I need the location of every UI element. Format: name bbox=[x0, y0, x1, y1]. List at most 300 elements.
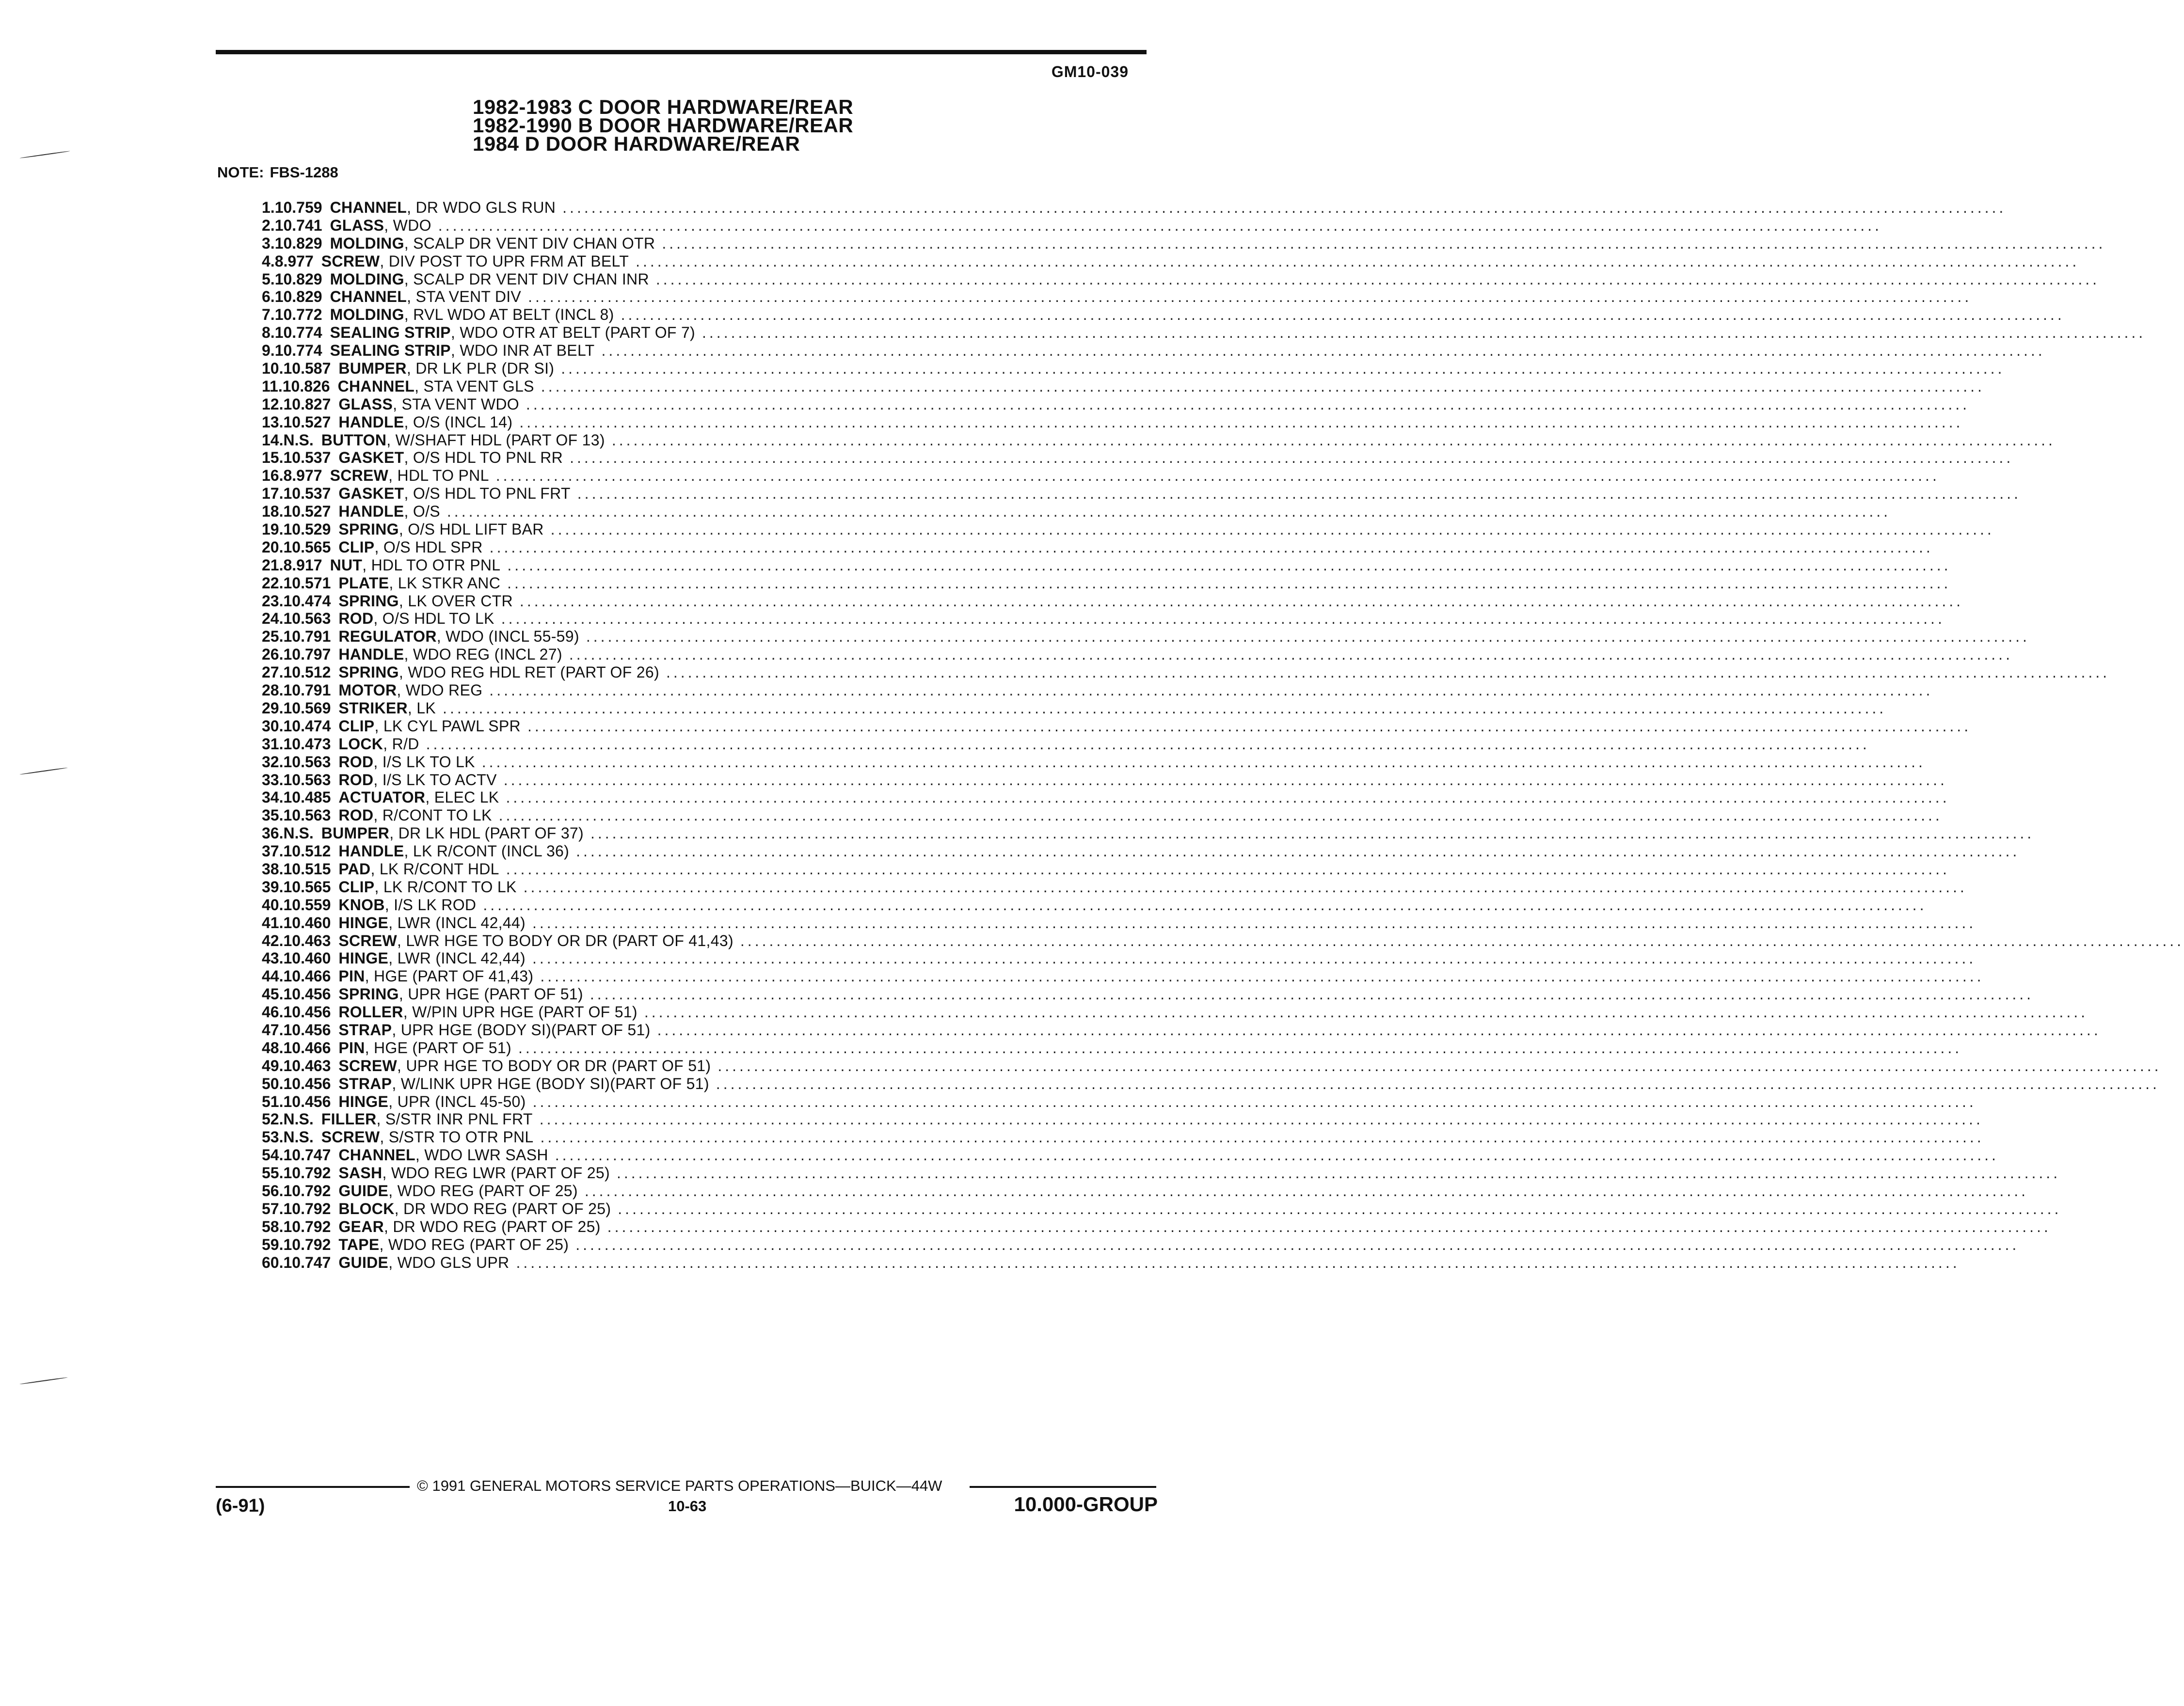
part-group-number: 10.527 bbox=[283, 413, 331, 431]
dot-leader: ........................................................................................................................................................................................................ bbox=[507, 556, 1951, 574]
item-number: 55. bbox=[262, 1164, 284, 1182]
part-description: , S/STR TO OTR PNL bbox=[380, 1128, 534, 1146]
part-description: , LK CYL PAWL SPR bbox=[374, 717, 521, 735]
part-name: STRAP bbox=[338, 1074, 392, 1092]
part-group-number: 10.466 bbox=[283, 967, 331, 985]
item-number: 5. bbox=[262, 270, 275, 288]
list-item bbox=[262, 592, 1964, 610]
part-group-number: 10.456 bbox=[283, 1003, 331, 1021]
list-item bbox=[262, 1110, 1983, 1128]
dot-leader: ........................................................................................................................................................................................................ bbox=[539, 1110, 1983, 1128]
item-number: 46. bbox=[262, 1003, 284, 1021]
dot-leader: ........................................................................................................................................................................................................ bbox=[498, 806, 1943, 824]
dot-leader: ........................................................................................................................................................................................................ bbox=[526, 395, 1970, 413]
part-name: SCREW bbox=[321, 1128, 380, 1146]
list-item bbox=[262, 503, 1891, 521]
part-group-number: 10.460 bbox=[283, 949, 331, 967]
list-item bbox=[262, 1253, 1960, 1272]
dot-leader: ........................................................................................................................................................................................................ bbox=[584, 1182, 2028, 1200]
part-description: , DR WDO GLS RUN bbox=[407, 199, 556, 216]
part-description: , ELEC LK bbox=[425, 789, 499, 806]
list-item bbox=[262, 1217, 2051, 1236]
part-name: HINGE bbox=[338, 1092, 389, 1110]
list-item bbox=[262, 413, 1963, 431]
part-description: , UPR HGE (PART OF 51) bbox=[399, 985, 583, 1003]
part-name: HINGE bbox=[338, 949, 389, 967]
list-item bbox=[262, 699, 1887, 717]
dot-leader: ........................................................................................................................................................................................................ bbox=[489, 538, 1933, 556]
part-name: HANDLE bbox=[338, 413, 404, 431]
part-description: , O/S HDL SPR bbox=[374, 538, 483, 556]
dot-leader: ........................................................................................................................................................................................................ bbox=[540, 967, 1984, 985]
dot-leader: ........................................................................................................................................................................................................ bbox=[503, 771, 1947, 789]
list-item bbox=[262, 771, 1947, 789]
item-number: 53. bbox=[262, 1128, 284, 1146]
part-name: GEAR bbox=[338, 1217, 384, 1235]
part-name: SCREW bbox=[330, 467, 389, 485]
part-name: ROD bbox=[338, 771, 374, 789]
list-item bbox=[262, 574, 1951, 592]
part-name: MOLDING bbox=[330, 234, 404, 252]
dot-leader: ........................................................................................................................................................................................................ bbox=[561, 360, 2005, 378]
dot-leader: ........................................................................................................................................................................................................ bbox=[662, 234, 2106, 252]
item-number: 37. bbox=[262, 842, 284, 860]
footer-group: 10.000-GROUP bbox=[1014, 1493, 1158, 1516]
part-name: GLASS bbox=[338, 395, 393, 413]
part-name: ROD bbox=[338, 806, 374, 824]
item-number: 31. bbox=[262, 735, 284, 753]
list-item bbox=[262, 1164, 2061, 1182]
part-name: MOTOR bbox=[338, 681, 397, 699]
part-description: , STA VENT DIV bbox=[407, 288, 522, 306]
item-number: 12. bbox=[262, 395, 284, 413]
part-description: , WDO bbox=[384, 216, 431, 234]
part-description: , HGE (PART OF 41,43) bbox=[365, 967, 534, 985]
part-name: GASKET bbox=[338, 449, 404, 467]
part-name: SCREW bbox=[338, 932, 397, 949]
dot-leader: ........................................................................................................................................................................................................ bbox=[555, 1146, 1999, 1164]
item-number: 35. bbox=[262, 806, 284, 824]
part-name: CHANNEL bbox=[337, 377, 415, 395]
part-name: TAPE bbox=[338, 1235, 380, 1253]
parts-list bbox=[262, 199, 2184, 1271]
part-name: ROLLER bbox=[338, 1003, 403, 1021]
item-number: 30. bbox=[262, 717, 284, 735]
part-name: NUT bbox=[330, 556, 363, 574]
part-group-number: 10.563 bbox=[283, 771, 331, 789]
item-number: 40. bbox=[262, 896, 284, 914]
item-number: 2. bbox=[262, 216, 275, 234]
part-group-number: 10.463 bbox=[283, 932, 331, 949]
dot-leader: ........................................................................................................................................................................................................ bbox=[618, 1200, 2062, 1217]
dot-leader: ........................................................................................................................................................................................................ bbox=[507, 574, 1951, 592]
part-description: , WDO REG LWR (PART OF 25) bbox=[382, 1164, 610, 1182]
part-group-number: 10.569 bbox=[283, 699, 331, 717]
part-name: GLASS bbox=[330, 216, 384, 234]
list-item bbox=[262, 521, 1994, 538]
item-number: 11. bbox=[262, 377, 283, 395]
part-name: CLIP bbox=[338, 717, 375, 735]
dot-leader: ........................................................................................................................................................................................................ bbox=[716, 1074, 2160, 1092]
dot-leader: ........................................................................................................................................................................................................ bbox=[657, 1021, 2101, 1039]
dot-leader: ........................................................................................................................................................................................................ bbox=[495, 467, 1940, 485]
part-description: , UPR (INCL 45-50) bbox=[388, 1092, 526, 1110]
part-group-number: 10.774 bbox=[274, 342, 322, 360]
item-number: 51. bbox=[262, 1092, 284, 1110]
part-description: , W/LINK UPR HGE (BODY SI)(PART OF 51) bbox=[392, 1074, 709, 1092]
part-description: , DR LK PLR (DR SI) bbox=[406, 360, 555, 378]
part-group-number: 10.474 bbox=[283, 717, 331, 735]
item-number: 39. bbox=[262, 878, 284, 896]
part-group-number: 8.977 bbox=[283, 467, 322, 485]
list-item bbox=[262, 216, 1882, 235]
item-number: 60. bbox=[262, 1253, 284, 1271]
part-name: SEALING STRIP bbox=[330, 342, 451, 360]
list-item bbox=[262, 360, 2005, 378]
part-group-number: 10.747 bbox=[283, 1253, 331, 1271]
list-item bbox=[262, 681, 1933, 699]
dot-leader: ........................................................................................................................................................................................................ bbox=[576, 842, 2020, 860]
part-group-number: 8.917 bbox=[283, 556, 322, 574]
part-name: BUTTON bbox=[321, 431, 387, 449]
part-group-number: 10.460 bbox=[283, 914, 331, 932]
list-item bbox=[262, 377, 1985, 395]
dot-leader: ........................................................................................................................................................................................................ bbox=[523, 878, 1967, 896]
part-description: , DR LK HDL (PART OF 37) bbox=[389, 824, 584, 842]
dot-leader: ........................................................................................................................................................................................................ bbox=[702, 324, 2146, 342]
list-item bbox=[262, 252, 2080, 270]
list-item bbox=[262, 1146, 1999, 1164]
part-group-number: 10.559 bbox=[283, 896, 331, 914]
item-number: 47. bbox=[262, 1021, 284, 1039]
title-line: 1982-1983 C DOOR HARDWARE/REAR bbox=[473, 95, 854, 118]
dot-leader: ........................................................................................................................................................................................................ bbox=[481, 753, 1926, 771]
part-group-number: 10.792 bbox=[283, 1217, 331, 1235]
dot-leader: ........................................................................................................................................................................................................ bbox=[506, 860, 1950, 878]
part-description: , O/S bbox=[404, 503, 440, 521]
part-name: BUMPER bbox=[338, 360, 407, 378]
item-number: 21. bbox=[262, 556, 284, 574]
part-description: , WDO (INCL 55-59) bbox=[436, 628, 579, 646]
part-description: , UPR HGE (BODY SI)(PART OF 51) bbox=[392, 1021, 651, 1039]
item-number: 8. bbox=[262, 324, 275, 342]
item-number: 38. bbox=[262, 860, 284, 878]
part-group-number: 10.772 bbox=[274, 306, 322, 324]
dot-leader: ........................................................................................................................................................................................................ bbox=[636, 252, 2080, 270]
item-number: 32. bbox=[262, 753, 284, 771]
part-group-number: 10.791 bbox=[283, 681, 331, 699]
part-name: CHANNEL bbox=[330, 199, 407, 216]
part-description: , SCALP DR VENT DIV CHAN OTR bbox=[404, 234, 655, 252]
title-line: 1982-1990 B DOOR HARDWARE/REAR bbox=[473, 114, 854, 137]
item-number: 3. bbox=[262, 234, 275, 252]
list-item bbox=[262, 628, 2030, 646]
dot-leader: ........................................................................................................................................................................................................ bbox=[528, 288, 1972, 306]
item-number: 56. bbox=[262, 1182, 284, 1200]
list-item bbox=[262, 449, 2014, 467]
part-description: , I/S LK ROD bbox=[384, 896, 477, 914]
part-group-number: 10.456 bbox=[283, 985, 331, 1003]
dot-leader: ........................................................................................................................................................................................................ bbox=[570, 449, 2014, 467]
part-group-number: N.S. bbox=[283, 1128, 314, 1146]
dot-leader: ........................................................................................................................................................................................................ bbox=[446, 503, 1891, 521]
part-name: SCREW bbox=[338, 1057, 397, 1074]
item-number: 13. bbox=[262, 413, 284, 431]
list-item bbox=[262, 753, 1926, 771]
part-description: , R/D bbox=[383, 735, 419, 753]
part-description: , WDO REG HDL RET (PART OF 26) bbox=[399, 663, 659, 681]
item-number: 57. bbox=[262, 1200, 284, 1217]
dot-leader: ........................................................................................................................................................................................................ bbox=[740, 932, 2184, 949]
list-item bbox=[262, 1128, 1984, 1146]
list-item bbox=[262, 735, 1870, 753]
part-name: GUIDE bbox=[338, 1253, 389, 1271]
dot-leader: ........................................................................................................................................................................................................ bbox=[586, 628, 2030, 646]
list-item bbox=[262, 1003, 2088, 1021]
dot-leader: ........................................................................................................................................................................................................ bbox=[611, 431, 2056, 449]
list-item bbox=[262, 789, 1950, 806]
part-group-number: 10.529 bbox=[283, 521, 331, 538]
part-name: HANDLE bbox=[338, 646, 404, 663]
part-description: , LK R/CONT (INCL 36) bbox=[404, 842, 570, 860]
part-name: FILLER bbox=[321, 1110, 377, 1128]
dot-leader: ........................................................................................................................................................................................................ bbox=[519, 592, 1964, 610]
list-item bbox=[262, 717, 1972, 735]
part-group-number: 10.456 bbox=[283, 1092, 331, 1110]
dot-leader: ........................................................................................................................................................................................................ bbox=[621, 306, 2065, 324]
part-name: BLOCK bbox=[338, 1200, 395, 1217]
dot-leader: ........................................................................................................................................................................................................ bbox=[518, 1039, 1962, 1057]
title-block bbox=[473, 95, 854, 155]
part-group-number: 10.527 bbox=[283, 503, 331, 521]
part-group-number: 10.826 bbox=[282, 377, 330, 395]
part-group-number: 10.792 bbox=[283, 1182, 331, 1200]
list-item bbox=[262, 1057, 2162, 1075]
dot-leader: ........................................................................................................................................................................................................ bbox=[575, 1235, 2020, 1253]
title-line: 1984 D DOOR HARDWARE/REAR bbox=[473, 132, 800, 155]
part-description: , S/STR INR PNL FRT bbox=[376, 1110, 533, 1128]
list-item bbox=[262, 985, 2034, 1003]
part-group-number: 10.515 bbox=[283, 860, 331, 878]
part-name: SASH bbox=[338, 1164, 383, 1182]
list-item bbox=[262, 324, 2146, 342]
item-number: 10. bbox=[262, 360, 284, 378]
part-group-number: 10.792 bbox=[283, 1235, 331, 1253]
part-description: , WDO REG bbox=[397, 681, 483, 699]
list-item bbox=[262, 395, 1970, 413]
item-number: 36. bbox=[262, 824, 284, 842]
list-item bbox=[262, 842, 2020, 860]
part-description: , HGE (PART OF 51) bbox=[365, 1039, 511, 1057]
footer-revision: (6-91) bbox=[216, 1496, 265, 1516]
part-group-number: N.S. bbox=[283, 824, 314, 842]
item-number: 29. bbox=[262, 699, 284, 717]
part-name: CLIP bbox=[338, 538, 375, 556]
list-item bbox=[262, 1039, 1962, 1057]
part-name: PIN bbox=[338, 967, 365, 985]
part-name: SPRING bbox=[338, 663, 399, 681]
dot-leader: ........................................................................................................................................................................................................ bbox=[501, 610, 1945, 628]
item-number: 50. bbox=[262, 1074, 284, 1092]
list-item bbox=[262, 270, 2100, 288]
item-number: 9. bbox=[262, 342, 275, 360]
list-item bbox=[262, 431, 2056, 449]
part-name: ACTUATOR bbox=[338, 789, 426, 806]
list-item bbox=[262, 1021, 2101, 1039]
part-name: GUIDE bbox=[338, 1182, 389, 1200]
part-name: GASKET bbox=[338, 485, 404, 503]
list-item bbox=[262, 1235, 2020, 1254]
part-group-number: 10.537 bbox=[283, 485, 331, 503]
part-group-number: 8.977 bbox=[274, 252, 314, 270]
part-description: , I/S LK TO LK bbox=[373, 753, 475, 771]
item-number: 49. bbox=[262, 1057, 284, 1074]
dot-leader: ........................................................................................................................................................................................................ bbox=[666, 663, 2110, 681]
item-number: 41. bbox=[262, 914, 284, 932]
item-number: 45. bbox=[262, 985, 284, 1003]
part-description: , WDO REG (PART OF 25) bbox=[388, 1182, 578, 1200]
part-description: , SCALP DR VENT DIV CHAN INR bbox=[404, 270, 649, 288]
list-item bbox=[262, 610, 1945, 628]
dot-leader: ........................................................................................................................................................................................................ bbox=[577, 485, 2021, 503]
list-item bbox=[262, 288, 1972, 306]
part-group-number: 10.463 bbox=[283, 1057, 331, 1074]
list-item bbox=[262, 1092, 1977, 1111]
list-item bbox=[262, 896, 1927, 914]
part-group-number: 10.565 bbox=[283, 538, 331, 556]
part-description: , LWR HGE TO BODY OR DR (PART OF 41,43) bbox=[397, 932, 733, 949]
list-item bbox=[262, 1200, 2062, 1218]
footer-copyright: © 1991 GENERAL MOTORS SERVICE PARTS OPERATIONS—BUICK—44W bbox=[417, 1477, 942, 1494]
part-description: , O/S HDL LIFT BAR bbox=[399, 521, 544, 538]
part-name: SPRING bbox=[338, 592, 399, 610]
dot-leader: ........................................................................................................................................................................................................ bbox=[506, 789, 1950, 806]
margin-mark bbox=[19, 767, 67, 775]
dot-leader: ........................................................................................................................................................................................................ bbox=[550, 521, 1994, 538]
part-description: , WDO GLS UPR bbox=[388, 1253, 510, 1271]
item-number: 17. bbox=[262, 485, 284, 503]
item-number: 28. bbox=[262, 681, 284, 699]
item-number: 48. bbox=[262, 1039, 284, 1057]
part-name: KNOB bbox=[338, 896, 385, 914]
part-name: STRIKER bbox=[338, 699, 408, 717]
dot-leader: ........................................................................................................................................................................................................ bbox=[532, 1092, 1977, 1110]
margin-mark bbox=[19, 151, 70, 159]
item-number: 18. bbox=[262, 503, 284, 521]
item-number: 1. bbox=[262, 199, 275, 216]
item-number: 6. bbox=[262, 288, 275, 306]
part-group-number: 10.571 bbox=[283, 574, 331, 592]
part-name: LOCK bbox=[338, 735, 383, 753]
note-value: FBS-1288 bbox=[270, 164, 338, 181]
note-label: NOTE: bbox=[217, 164, 264, 181]
part-description: , LWR (INCL 42,44) bbox=[388, 914, 526, 932]
part-description: , RVL WDO AT BELT (INCL 8) bbox=[404, 306, 614, 324]
part-description: , W/SHAFT HDL (PART OF 13) bbox=[386, 431, 605, 449]
item-number: 22. bbox=[262, 574, 284, 592]
list-item bbox=[262, 824, 2035, 842]
item-number: 58. bbox=[262, 1217, 284, 1235]
part-description: , HDL TO OTR PNL bbox=[362, 556, 501, 574]
part-name: PLATE bbox=[338, 574, 389, 592]
list-item bbox=[262, 1182, 2028, 1200]
list-item bbox=[262, 646, 2013, 663]
list-item bbox=[262, 485, 2021, 503]
list-item bbox=[262, 878, 1967, 896]
part-description: , O/S (INCL 14) bbox=[404, 413, 513, 431]
list-item bbox=[262, 467, 1940, 485]
part-group-number: 10.512 bbox=[283, 842, 331, 860]
document-number: GM10-039 bbox=[1051, 63, 1129, 80]
item-number: 44. bbox=[262, 967, 284, 985]
part-group-number: 10.792 bbox=[283, 1164, 331, 1182]
part-group-number: 10.587 bbox=[283, 360, 331, 378]
part-group-number: 10.565 bbox=[283, 878, 331, 896]
part-name: CHANNEL bbox=[330, 288, 407, 306]
list-item bbox=[262, 234, 2106, 253]
part-name: HINGE bbox=[338, 914, 389, 932]
item-number: 7. bbox=[262, 306, 275, 324]
dot-leader: ........................................................................................................................................................................................................ bbox=[569, 646, 2013, 663]
part-group-number: 10.829 bbox=[274, 270, 322, 288]
list-item bbox=[262, 860, 1950, 878]
part-description: , WDO INR AT BELT bbox=[450, 342, 595, 360]
dot-leader: ........................................................................................................................................................................................................ bbox=[540, 1128, 1984, 1146]
part-group-number: 10.473 bbox=[283, 735, 331, 753]
part-description: , DIV POST TO UPR FRM AT BELT bbox=[380, 252, 629, 270]
part-description: , LK STKR ANC bbox=[389, 574, 501, 592]
list-item bbox=[262, 199, 2007, 217]
part-description: , LK R/CONT TO LK bbox=[374, 878, 517, 896]
part-description: , O/S HDL TO PNL RR bbox=[404, 449, 563, 467]
part-description: , DR WDO REG (PART OF 25) bbox=[384, 1217, 601, 1235]
part-group-number: 10.485 bbox=[283, 789, 331, 806]
list-item bbox=[262, 342, 2045, 360]
list-item bbox=[262, 1074, 2160, 1093]
part-name: ROD bbox=[338, 753, 374, 771]
part-description: , R/CONT TO LK bbox=[373, 806, 492, 824]
list-item bbox=[262, 914, 1977, 932]
part-group-number: N.S. bbox=[283, 431, 314, 449]
part-name: HANDLE bbox=[338, 842, 404, 860]
part-name: HANDLE bbox=[338, 503, 404, 521]
list-item bbox=[262, 538, 1933, 556]
item-number: 59. bbox=[262, 1235, 284, 1253]
footer-rule-right bbox=[970, 1486, 1156, 1488]
part-group-number: 10.827 bbox=[283, 395, 331, 413]
part-description: , O/S HDL TO PNL FRT bbox=[404, 485, 571, 503]
part-description: , LWR (INCL 42,44) bbox=[388, 949, 526, 967]
part-name: SPRING bbox=[338, 985, 399, 1003]
dot-leader: ........................................................................................................................................................................................................ bbox=[532, 914, 1977, 932]
part-group-number: 10.563 bbox=[283, 610, 331, 628]
part-group-number: 10.563 bbox=[283, 806, 331, 824]
part-description: , LK OVER CTR bbox=[399, 592, 513, 610]
part-group-number: 10.774 bbox=[274, 324, 322, 342]
dot-leader: ........................................................................................................................................................................................................ bbox=[590, 985, 2034, 1003]
item-number: 23. bbox=[262, 592, 284, 610]
dot-leader: ........................................................................................................................................................................................................ bbox=[590, 824, 2035, 842]
dot-leader: ........................................................................................................................................................................................................ bbox=[562, 199, 2007, 216]
item-number: 52. bbox=[262, 1110, 284, 1128]
part-description: , LK bbox=[407, 699, 436, 717]
part-group-number: 10.563 bbox=[283, 753, 331, 771]
note bbox=[217, 164, 338, 181]
dot-leader: ........................................................................................................................................................................................................ bbox=[532, 949, 1977, 967]
item-number: 20. bbox=[262, 538, 284, 556]
part-name: MOLDING bbox=[330, 270, 404, 288]
item-number: 42. bbox=[262, 932, 284, 949]
